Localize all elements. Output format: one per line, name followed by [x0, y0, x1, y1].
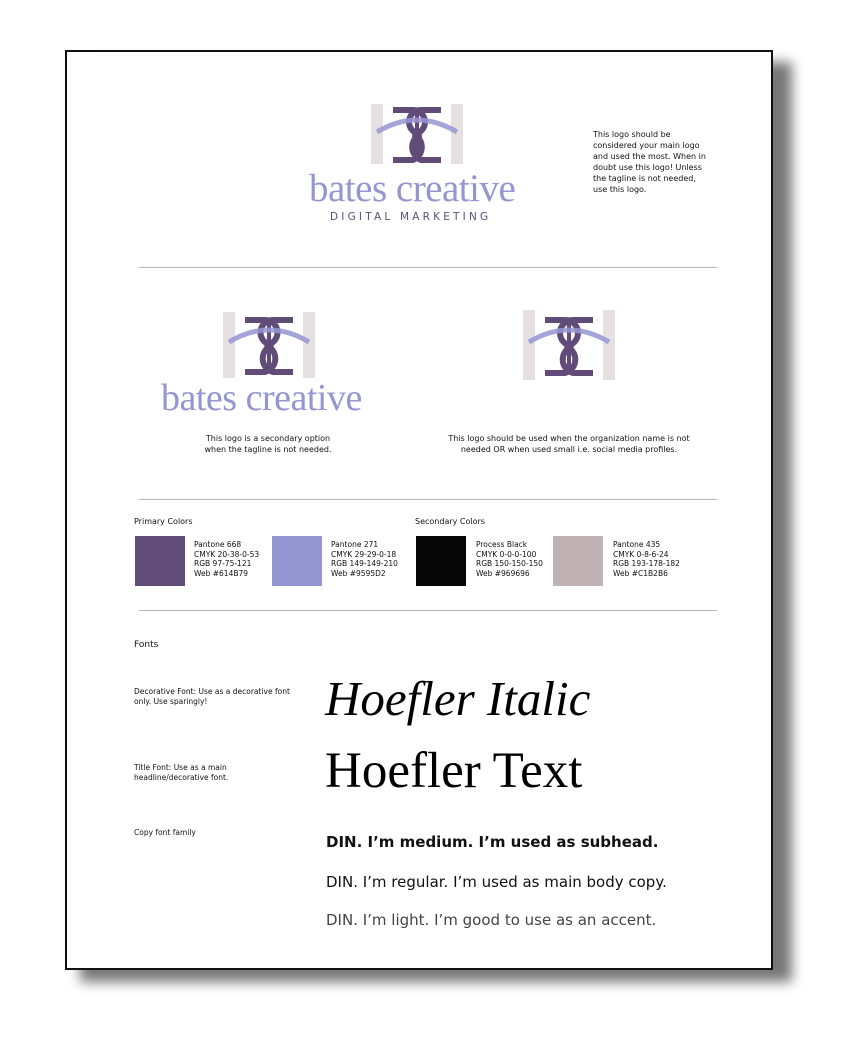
pantone-name: Process Black: [476, 540, 528, 549]
main-logo-wordmark: bates creative: [309, 167, 516, 210]
copy-font-regular-sample: DIN. I’m regular. I’m used as main body copy.: [326, 873, 667, 891]
icon-logo-note: This logo should be used when the organization name is not needed OR when used small i.e. social media profiles.: [448, 434, 690, 454]
cmyk-value: CMYK 0-0-0-100: [476, 549, 537, 559]
secondary-logo-note: This logo is a secondary option when the tagline is not needed.: [204, 434, 332, 454]
web-value: Web #C1B2B6: [613, 568, 668, 578]
rgb-value: RGB 150-150-150: [476, 559, 543, 568]
fonts-heading: Fonts: [134, 640, 159, 650]
bb-monogram-icon: [371, 104, 463, 164]
divider-3: [139, 610, 717, 611]
decorative-font-description: Decorative Font: Use as a decorative font only. Use sparingly!: [134, 687, 290, 706]
color-swatch-pantone-435: [553, 536, 603, 586]
main-logo-tagline: DIGITAL MARKETING: [330, 211, 492, 223]
web-value: Web #969696: [476, 568, 530, 578]
primary-colors-heading: Primary Colors: [134, 517, 193, 526]
secondary-colors-heading: Secondary Colors: [415, 517, 485, 526]
copy-font-light-sample: DIN. I’m light. I’m good to use as an accent.: [326, 911, 657, 929]
title-font-sample: Hoefler Text: [325, 743, 583, 799]
rgb-value: RGB 149-149-210: [331, 559, 398, 568]
web-value: Web #614B79: [194, 568, 249, 578]
pantone-name: Pantone 668: [194, 540, 242, 549]
web-value: Web #9595D2: [331, 568, 386, 578]
cmyk-value: CMYK 0-8-6-24: [613, 549, 669, 559]
pantone-name: Pantone 435: [613, 540, 661, 549]
rgb-value: RGB 97-75-121: [194, 559, 252, 568]
cmyk-value: CMYK 29-29-0-18: [331, 549, 397, 559]
bb-monogram-icon: [223, 312, 315, 378]
color-info-pantone-271: [331, 540, 398, 578]
divider-1: [139, 267, 717, 268]
secondary-logo-wordmark: bates creative: [161, 377, 362, 419]
pantone-name: Pantone 271: [331, 540, 379, 549]
copy-font-medium-sample: DIN. I’m medium. I’m used as subhead.: [326, 833, 659, 851]
color-swatch-pantone-271: [272, 536, 322, 586]
secondary-logo-mark: [223, 312, 315, 378]
bb-monogram-icon: [523, 310, 615, 380]
main-logo-note: This logo should be considered your main logo and used the most. When in doubt use this logo! Unless the tagline is not needed, use this logo.: [593, 130, 706, 194]
title-font-description: Title Font: Use as a main headline/decorative font.: [134, 763, 229, 782]
copy-font-description: Copy font family: [134, 828, 196, 837]
rgb-value: RGB 193-178-182: [613, 559, 680, 568]
color-info-process-black: [476, 540, 543, 578]
color-swatch-process-black: [416, 536, 466, 586]
main-logo-mark: [371, 104, 463, 164]
color-info-pantone-435: [613, 540, 680, 578]
color-info-pantone-668: [194, 540, 259, 578]
icon-logo-mark: [523, 310, 615, 380]
style-guide-page: [65, 50, 773, 970]
color-swatch-pantone-668: [135, 536, 185, 586]
decorative-font-sample: Hoefler Italic: [325, 671, 591, 726]
divider-2: [139, 499, 717, 500]
cmyk-value: CMYK 20-38-0-53: [194, 549, 260, 559]
